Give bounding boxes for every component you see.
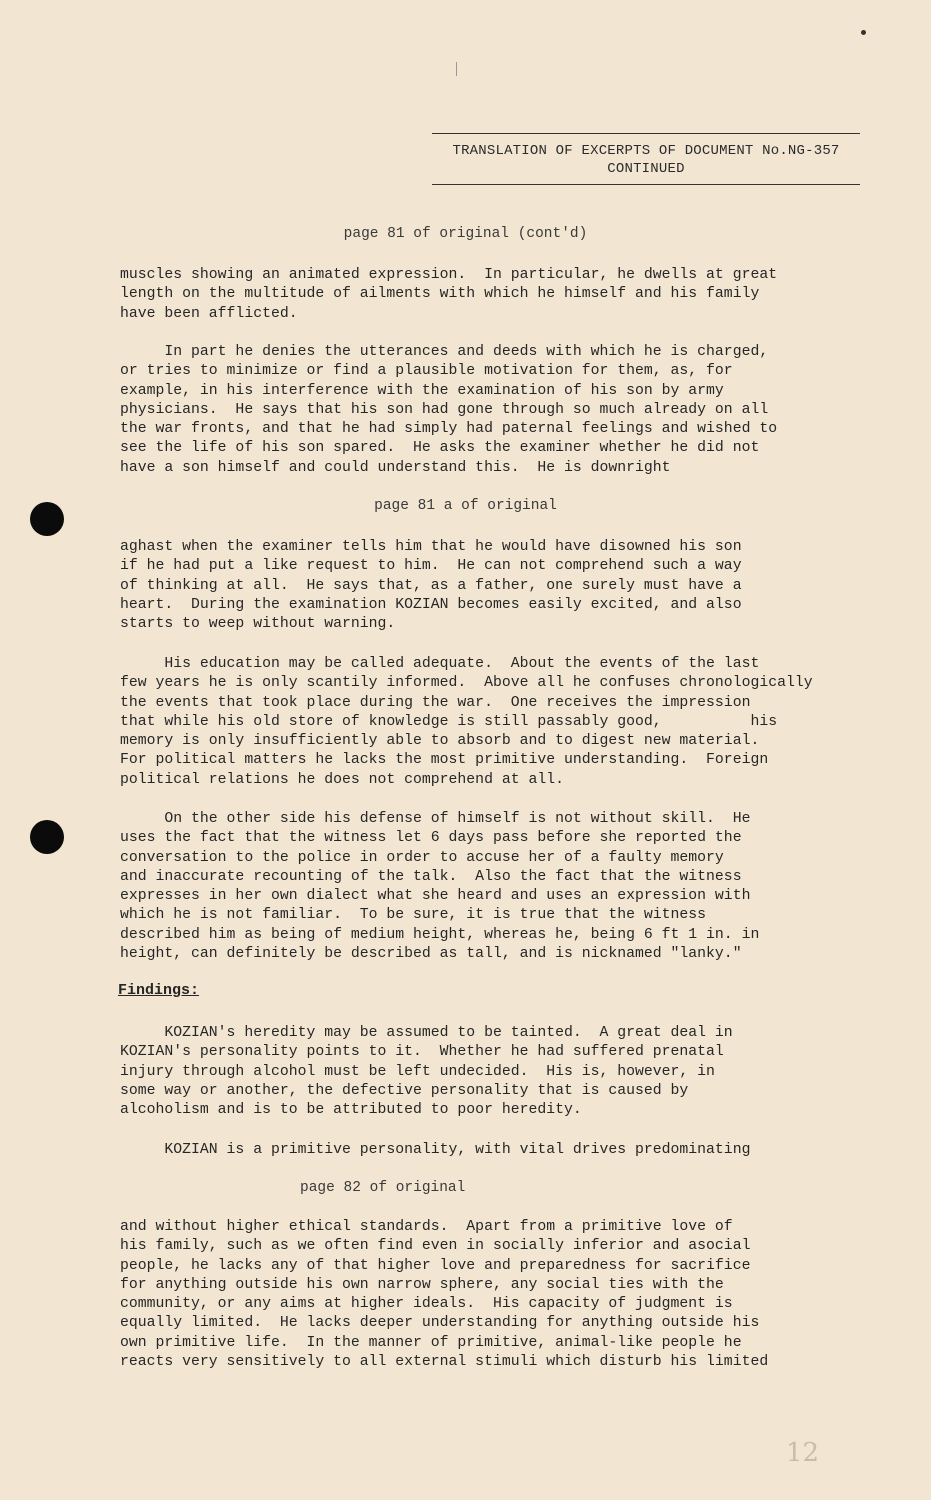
header-title: TRANSLATION OF EXCERPTS OF DOCUMENT No.NG-357 [452,143,840,159]
ink-speck [861,30,866,35]
paragraph-6: KOZIAN's heredity may be assumed to be tainted. A great deal in KOZIAN's personality points to it. Whether he had suffered prenatal injury through alcohol must be left undecided. His is, however, in some way or another, the defective personality that is caused by alcoholism and is to be attributed to poor heredity. [120,1025,733,1119]
paragraph-2: In part he denies the utterances and deeds with which he is charged, or tries to minimize or find a plausible motivation for them, as, for example, in his interference with the examination of his son by army physicians. He says that his son had gone through so much already on all the war fronts, and that he had simply had paternal feelings and wished to see the life of his son spared. He asks the examiner whether he did not have a son himself and could understand this. He is downright [120,344,778,476]
paper-mark [456,62,457,76]
paragraph-5: On the other side his defense of himself is not without skill. He uses the fact that the witness let 6 days pass before she reported the conversation to the police in order to accuse her of a faulty memory and inaccurate recounting of the talk. Also the fact that the witness expresses in her own dialect what she heard and uses an expression with which he is not familiar. To be sure, it is true that the witness described him as being of medium height, whereas he, being 6 ft 1 in. in height, can definitely be described as tall, and is nicknamed "lanky." [120,811,760,963]
paragraph-4: His education may be called adequate. About the events of the last few years he is only scantily informed. Above all he confuses chronologically the events that took place during the war. One receives the impression that while his old store of knowledge is still passably good, his memory is only insufficiently able to absorb and to digest new material. For political matters he lacks the most primitive understanding. Foreign political relations he does not comprehend at all. [120,656,813,788]
page-ref-81a: page 81 a of original [374,498,557,514]
findings-heading: Findings: [118,982,200,999]
page-ref-82: page 82 of original [300,1180,466,1196]
document-header [432,133,860,185]
punch-hole-bottom [30,820,64,854]
punch-hole-top [30,502,64,536]
header-subtitle: CONTINUED [607,161,685,177]
paragraph-8: and without higher ethical standards. Apart from a primitive love of his family, such as we often find even in socially inferior and asocial people, he lacks any of that higher love and preparedness for sacrifice for anything outside his own narrow sphere, any social ties with the community, or any aims at higher ideals. His capacity of judgment is equally limited. He lacks deeper understanding for anything outside his own primitive life. In the manner of primitive, animal-like people he reacts very sensitively to all external stimuli which disturb his limited [120,1219,769,1371]
paragraph-7: KOZIAN is a primitive personality, with vital drives predominating [120,1142,751,1158]
page-ref-81-contd: page 81 of original (cont'd) [343,226,588,242]
pencil-page-number: 12 [786,1438,820,1468]
paragraph-3: aghast when the examiner tells him that he would have disowned his son if he had put a like request to him. He can not comprehend such a way of thinking at all. He says that, as a father, one surely must have a heart. During the examination KOZIAN becomes easily excited, and also starts to weep without warning. [120,539,742,633]
paragraph-1: muscles showing an animated expression. In particular, he dwells at great length on the multitude of ailments with which he himself and his family have been afflicted. [120,267,778,322]
